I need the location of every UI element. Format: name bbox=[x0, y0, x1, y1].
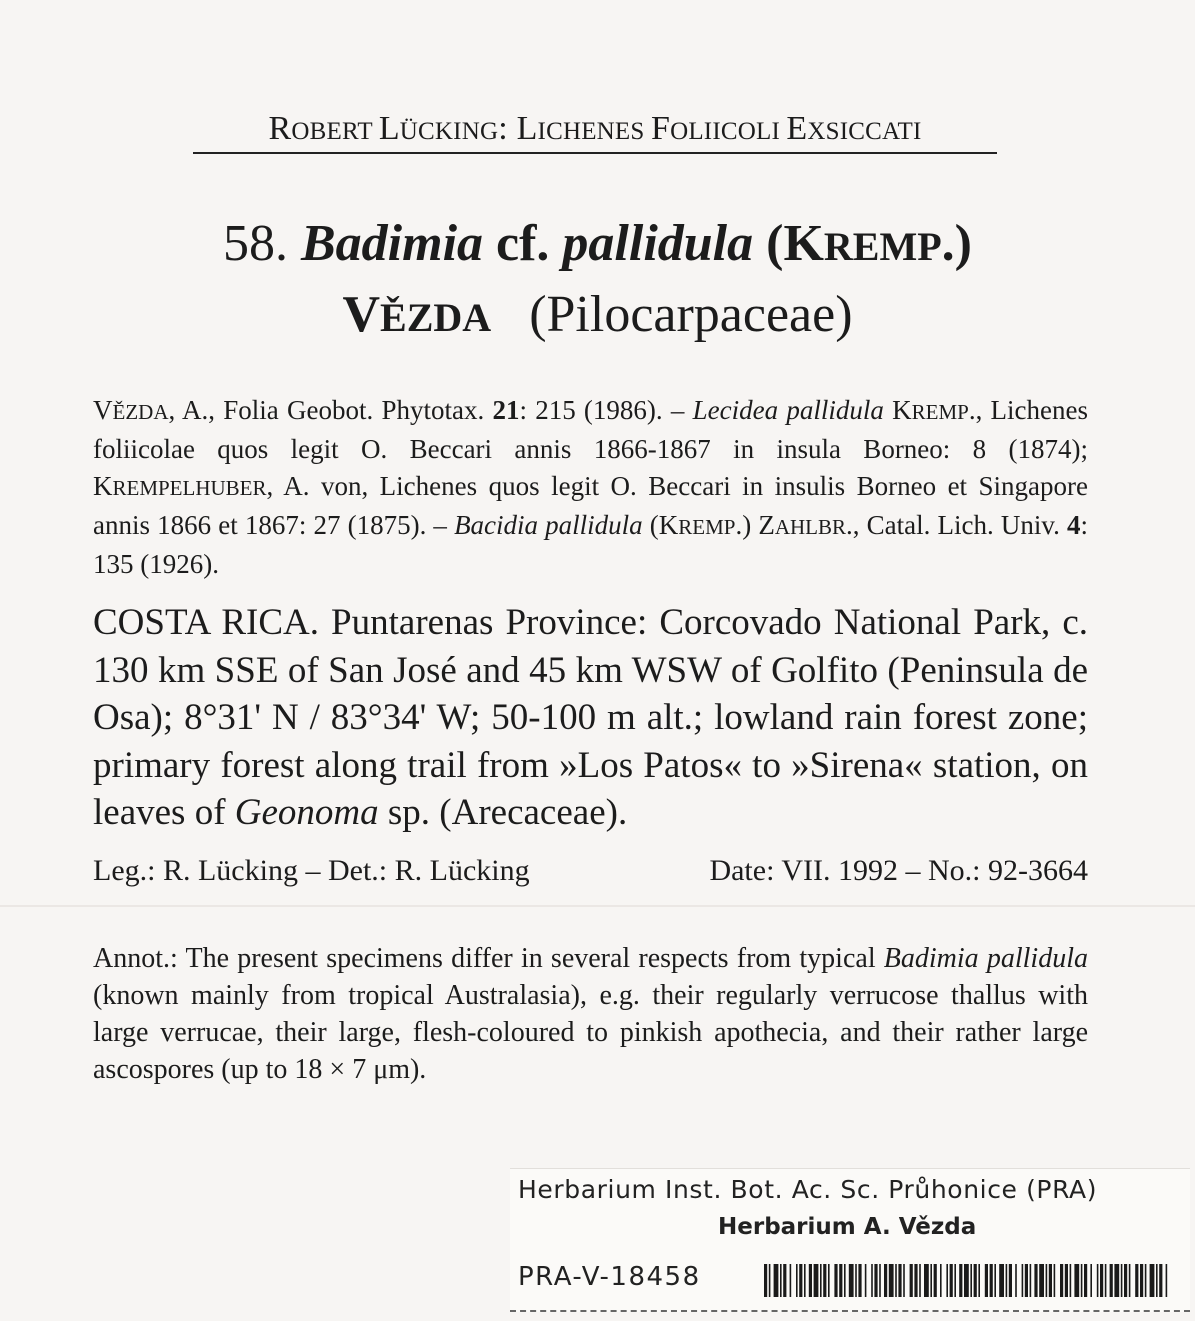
species-title: 58. Badimia cf. pallidula (KREMP.) bbox=[222, 215, 972, 272]
paper-fold-line bbox=[0, 905, 1195, 907]
specimen-id: PRA-V-18458 bbox=[518, 1262, 701, 1292]
literature-references: VĚZDA, A., Folia Geobot. Phytotax. 21: 215 (1986). – Lecidea pallidula KREMP., Lichenes foliicolae quos legit O. Beccari annis 1866-1867 in insula Borneo: 8 (1874); KREMPELHUBER, A. von, Lichenes quos legit O. Beccari in insulis Borneo et Singapore annis 1866 et 1867: 27 (1875). – Bacidia pallidula (KREMP.) ZAHLBR., Catal. Lich. Univ. 4: 135 (1926). bbox=[93, 395, 1089, 579]
herbarium-stamp bbox=[510, 1168, 1190, 1312]
family-name: (Pilocarpaceae) bbox=[529, 286, 853, 343]
annotation: Annot.: The present specimens differ in several respects from typical Badimia pallidula (known mainly from tropical Australasia), e.g. their regularly verrucose thallus with large verrucae, their large, flesh-coloured to pinkish apothecia, and their rather large ascospores (up to 18 × 7 μm). bbox=[93, 943, 1088, 1085]
author-vezda: VĚZDA bbox=[342, 286, 492, 343]
herbarium-name: Herbarium A. Vězda bbox=[718, 1214, 977, 1240]
collection-info bbox=[93, 854, 1088, 888]
author-kremp: (KREMP.) bbox=[766, 215, 972, 272]
series-title: ROBERT LÜCKING: LICHENES FOLIICOLI EXSICCATI bbox=[193, 110, 997, 154]
collector-determiner: Leg.: R. Lücking – Det.: R. Lücking bbox=[93, 854, 530, 887]
date-number: Date: VII. 1992 – No.: 92-3664 bbox=[709, 854, 1088, 887]
exsiccate-number: 58. bbox=[222, 215, 288, 272]
institution-name: Herbarium Inst. Bot. Ac. Sc. Průhonice (PRA) bbox=[518, 1175, 1098, 1204]
locality-description: COSTA RICA. Puntarenas Province: Corcovado National Park, c. 130 km SSE of San José and 45 km WSW of Golfito (Peninsula de Osa); 8°31' N / 83°34' W; 50-100 m alt.; lowland rain forest zone; primary forest along trail from »Los Patos« to »Sirena« station, on leaves of Geonoma sp. (Arecaceae). bbox=[93, 602, 1088, 833]
species-title-line2 bbox=[60, 285, 1135, 348]
species-epithet: pallidula bbox=[562, 215, 754, 272]
stamp-dashed-border bbox=[510, 1310, 1190, 1312]
genus-name: Badimia bbox=[300, 215, 484, 272]
barcode bbox=[764, 1264, 1169, 1297]
